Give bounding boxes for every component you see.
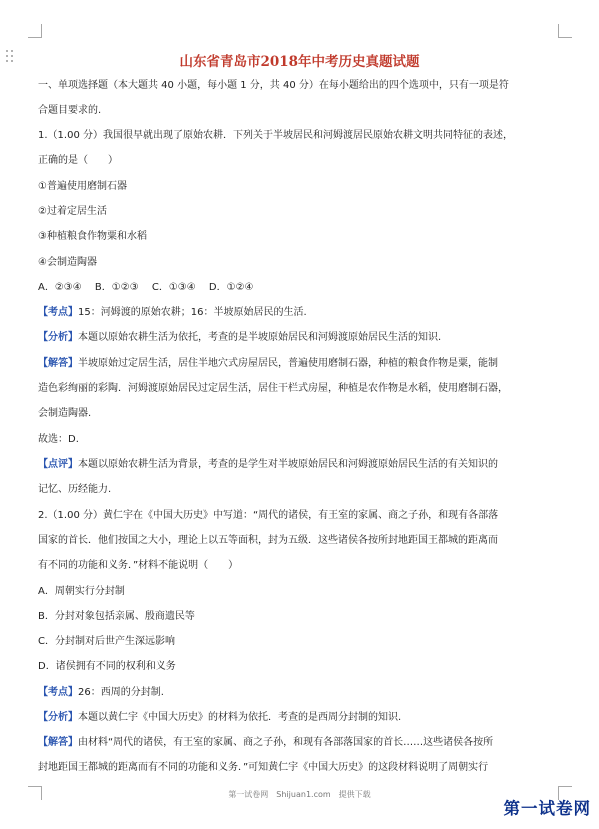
line-text: 记忆、历经能力.: [38, 484, 112, 495]
text-line: [38, 281, 568, 294]
text-line: [38, 331, 568, 344]
line-text: 1.（1.00 分）我国很早就出现了原始农耕．下列关于半坡居民和河姆渡居民原始农耕文明共同特征的表述，: [38, 130, 513, 141]
text-line: [38, 205, 568, 218]
section-tag: 【分析】: [38, 332, 78, 343]
line-text: ②过着定居生活: [38, 206, 107, 217]
line-text: A．②③④ B．①②③ C．①③④ D．①②④: [38, 282, 254, 293]
corner-mark-top-left-h: [28, 37, 42, 38]
section-tag: 【点评】: [38, 459, 78, 470]
line-text: ③种植粮食作物粟和水稻: [38, 231, 147, 242]
text-line: [38, 610, 568, 623]
line-text: 有不同的功能和义务．”材料不能说明（ ）: [38, 560, 239, 571]
text-line: [38, 256, 568, 269]
corner-mark-top-right-h: [558, 37, 572, 38]
text-line: [38, 585, 568, 598]
document-title: 山东省青岛市2018年中考历史真题试题: [179, 54, 420, 70]
section-tag: 【解答】: [38, 737, 78, 748]
line-text: 半坡原始过定居生活，居住半地穴式房屋居民，普遍使用磨制石器，种植的粮食作物是粟，能制: [78, 358, 498, 369]
line-text: 一、单项选择题（本大题共 40 小题，每小题 1 分，共 40 分）在每小题给出的四个选项中，只有一项是符: [38, 80, 509, 91]
text-line: [38, 407, 568, 420]
text-line: [38, 483, 568, 496]
section-tag: 【解答】: [38, 358, 78, 369]
corner-mark-bottom-left-h: [28, 786, 42, 787]
line-text: 造色彩绚丽的彩陶．河姆渡原始居民过定居生活，居住干栏式房屋，种植是农作物是水稻，使用磨制石器，: [38, 383, 508, 394]
text-line: [38, 79, 568, 92]
text-line: [38, 230, 568, 243]
line-text: 本题以原始农耕生活为背景，考查的是学生对半坡原始居民和河姆渡原始居民生活的有关知识的: [78, 459, 498, 470]
line-text: 合题目要求的.: [38, 105, 102, 116]
line-text: A．周朝实行分封制: [38, 586, 125, 597]
text-line: [38, 761, 568, 774]
text-line: [38, 686, 568, 699]
line-text: 封地距国王都城的距离而有不同的功能和义务．”可知黄仁宇《中国大历史》的这段材料说明了周朝实行: [38, 762, 489, 773]
line-text: 本题以原始农耕生活为依托，考查的是半坡原始居民和河姆渡原始居民生活的知识.: [78, 332, 442, 343]
text-line: [38, 711, 568, 724]
text-line: [38, 559, 568, 572]
corner-mark-bottom-right-h: [558, 786, 572, 787]
text-line: [38, 154, 568, 167]
text-line: [38, 509, 568, 522]
section-tag: 【考点】: [38, 307, 78, 318]
text-line: [38, 458, 568, 471]
text-line: [38, 129, 568, 142]
line-text: ①普遍使用磨制石器: [38, 181, 127, 192]
line-text: 正确的是（ ）: [38, 155, 118, 166]
text-line: [38, 306, 568, 319]
line-text: 国家的首长．他们按国之大小，理论上以五等面积，封为五级．这些诸侯各按所封地距国王都城的距离而: [38, 535, 498, 546]
text-line: [38, 534, 568, 547]
line-text: 故选：D.: [38, 434, 79, 445]
line-text: 由材料“周代的诸侯，有王室的家属、商之子孙，和现有各部落国家的首长……这些诸侯各按所: [78, 737, 494, 748]
line-text: B．分封对象包括亲属、殷商遗民等: [38, 611, 195, 622]
section-tag: 【考点】: [38, 687, 78, 698]
line-text: C．分封制对后世产生深远影响: [38, 636, 175, 647]
text-line: [38, 635, 568, 648]
text-line: [38, 382, 568, 395]
text-line: [38, 433, 568, 446]
text-line: [38, 736, 568, 749]
line-text: 15：河姆渡的原始农耕；16：半坡原始居民的生活.: [78, 307, 307, 318]
line-text: 本题以黄仁宇《中国大历史》的材料为依托．考查的是西周分封制的知识.: [78, 712, 402, 723]
text-line: [38, 660, 568, 673]
line-text: 会制造陶器.: [38, 408, 92, 419]
text-line: [38, 357, 568, 370]
line-text: 2.（1.00 分）黄仁宇在《中国大历史》中写道：“周代的诸侯，有王室的家属、商之子孙，和现有各部落: [38, 510, 499, 521]
line-text: 26：西周的分封制.: [78, 687, 164, 698]
brand-watermark: 第一试卷网: [503, 799, 591, 818]
line-text: D．诸侯拥有不同的权利和义务: [38, 661, 176, 672]
line-text: ④会制造陶器: [38, 257, 97, 268]
page-footer: 第一试卷网 Shijuan1.com 提供下载: [228, 790, 371, 799]
section-tag: 【分析】: [38, 712, 78, 723]
text-line: [38, 104, 568, 117]
corner-mark-top-left-v: [41, 24, 42, 38]
text-line: [38, 180, 568, 193]
corner-mark-top-right-v: [558, 24, 559, 38]
